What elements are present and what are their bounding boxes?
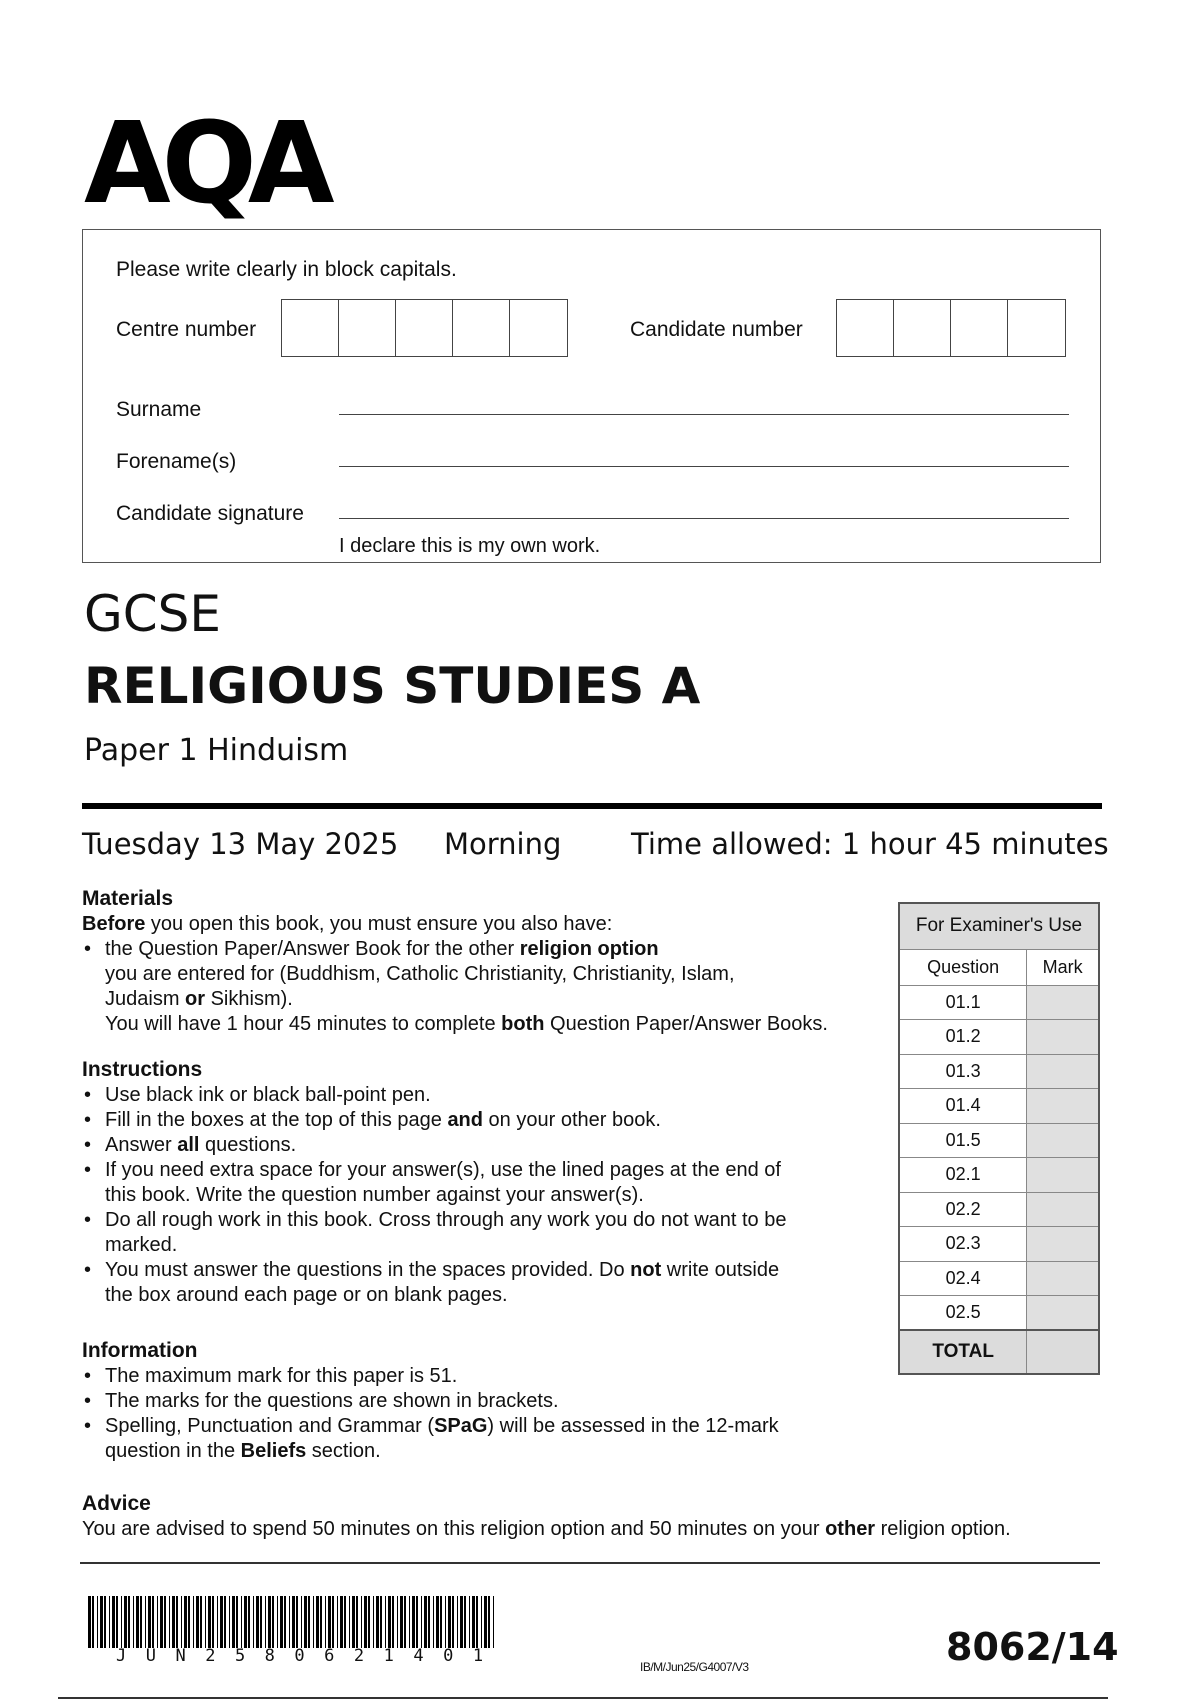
surname-line[interactable] bbox=[339, 388, 1069, 415]
information-item: • The maximum mark for this paper is 51. bbox=[82, 1364, 902, 1389]
examiner-table-title: For Examiner's Use bbox=[899, 903, 1099, 949]
signature-line[interactable] bbox=[339, 492, 1069, 519]
question-number-cell: 02.2 bbox=[899, 1192, 1027, 1227]
aqa-logo: AQA bbox=[84, 99, 326, 229]
question-column-header: Question bbox=[899, 949, 1027, 985]
paper-title: Paper 1 Hinduism bbox=[84, 733, 349, 768]
page-bottom-rule bbox=[58, 1697, 1108, 1699]
candidate-digit-box[interactable] bbox=[894, 300, 951, 356]
instruction-item: • If you need extra space for your answer(s), use the lined pages at the end of this book. Write the question number against your answer(s). bbox=[82, 1158, 902, 1208]
mark-cell bbox=[1027, 1054, 1099, 1089]
time-allowed: Time allowed: 1 hour 45 minutes bbox=[631, 827, 1109, 861]
question-number-cell: 02.5 bbox=[899, 1296, 1027, 1331]
paper-reference: IB/M/Jun25/G4007/V3 bbox=[640, 1660, 749, 1674]
examiner-table-row bbox=[899, 1227, 1099, 1262]
mark-cell bbox=[1027, 1158, 1099, 1193]
information-heading: Information bbox=[82, 1339, 198, 1362]
materials-section bbox=[82, 886, 902, 1037]
candidate-digit-box[interactable] bbox=[1008, 300, 1065, 356]
surname-label: Surname bbox=[116, 398, 202, 421]
materials-item: • the Question Paper/Answer Book for the other religion option bbox=[82, 937, 902, 962]
information-item: • The marks for the questions are shown in brackets. bbox=[82, 1389, 902, 1414]
question-number-cell: 01.4 bbox=[899, 1089, 1027, 1124]
footer-divider bbox=[80, 1562, 1100, 1564]
mark-cell bbox=[1027, 1020, 1099, 1055]
signature-label: Candidate signature bbox=[116, 502, 304, 525]
qualification-title: GCSE bbox=[84, 585, 221, 643]
centre-digit-box[interactable] bbox=[339, 300, 396, 356]
question-number-cell: 01.3 bbox=[899, 1054, 1027, 1089]
examiner-use-table bbox=[898, 902, 1100, 1375]
mark-cell bbox=[1027, 1227, 1099, 1262]
candidate-digit-box[interactable] bbox=[837, 300, 894, 356]
declaration-text: I declare this is my own work. bbox=[339, 535, 601, 557]
examiner-table-row bbox=[899, 985, 1099, 1020]
question-number-cell: 02.3 bbox=[899, 1227, 1027, 1262]
examiner-table-row bbox=[899, 1020, 1099, 1055]
barcode-text: JUN2580621401 bbox=[116, 1646, 503, 1666]
question-number-cell: 02.1 bbox=[899, 1158, 1027, 1193]
advice-heading: Advice bbox=[82, 1492, 151, 1515]
paper-code: 8062/14 bbox=[946, 1625, 1119, 1669]
examiner-table-row bbox=[899, 1261, 1099, 1296]
information-section bbox=[82, 1338, 902, 1464]
centre-number-boxes[interactable] bbox=[281, 299, 568, 357]
mark-cell bbox=[1027, 1296, 1099, 1331]
total-label: TOTAL bbox=[899, 1330, 1027, 1374]
candidate-number-label: Candidate number bbox=[630, 318, 803, 341]
instruction-item: • You must answer the questions in the spaces provided. Do not write outside the box around each page or on blank pages. bbox=[82, 1258, 902, 1308]
question-number-cell: 02.4 bbox=[899, 1261, 1027, 1296]
question-number-cell: 01.5 bbox=[899, 1123, 1027, 1158]
subject-title: RELIGIOUS STUDIES A bbox=[84, 657, 701, 715]
materials-item-continuation: You will have 1 hour 45 minutes to complete both Question Paper/Answer Books. bbox=[105, 1013, 828, 1035]
candidate-details-box bbox=[82, 229, 1101, 563]
block-capitals-instruction: Please write clearly in block capitals. bbox=[116, 258, 457, 281]
centre-digit-box[interactable] bbox=[453, 300, 510, 356]
total-mark-cell bbox=[1027, 1330, 1099, 1374]
forename-label: Forename(s) bbox=[116, 450, 237, 473]
forename-line[interactable] bbox=[339, 440, 1069, 467]
header-divider bbox=[82, 803, 1102, 809]
question-number-cell: 01.2 bbox=[899, 1020, 1027, 1055]
mark-cell bbox=[1027, 985, 1099, 1020]
materials-item-continuation: Judaism or Sikhism). bbox=[105, 988, 293, 1010]
candidate-number-boxes[interactable] bbox=[836, 299, 1066, 357]
examiner-table-row bbox=[899, 1123, 1099, 1158]
mark-column-header: Mark bbox=[1027, 949, 1099, 985]
centre-digit-box[interactable] bbox=[396, 300, 453, 356]
information-item: • Spelling, Punctuation and Grammar (SPaG) will be assessed in the 12-mark question in the Beliefs section. bbox=[82, 1414, 902, 1464]
materials-intro: Before you open this book, you must ensure you also have: bbox=[82, 913, 613, 935]
centre-digit-box[interactable] bbox=[510, 300, 567, 356]
centre-number-label: Centre number bbox=[116, 318, 257, 341]
examiner-table-row bbox=[899, 1158, 1099, 1193]
instructions-heading: Instructions bbox=[82, 1058, 203, 1081]
materials-item-continuation: you are entered for (Buddhism, Catholic Christianity, Christianity, Islam, bbox=[105, 963, 735, 985]
advice-section bbox=[82, 1491, 1112, 1542]
question-number-cell: 01.1 bbox=[899, 985, 1027, 1020]
instructions-section bbox=[82, 1057, 902, 1308]
instruction-item: • Use black ink or black ball-point pen. bbox=[82, 1083, 902, 1108]
materials-heading: Materials bbox=[82, 887, 174, 910]
advice-text: You are advised to spend 50 minutes on this religion option and 50 minutes on your other religion option. bbox=[82, 1518, 1011, 1540]
mark-cell bbox=[1027, 1089, 1099, 1124]
candidate-digit-box[interactable] bbox=[951, 300, 1008, 356]
examiner-table-row bbox=[899, 1296, 1099, 1331]
examiner-table-row bbox=[899, 1054, 1099, 1089]
mark-cell bbox=[1027, 1123, 1099, 1158]
exam-date: Tuesday 13 May 2025 bbox=[82, 827, 399, 861]
mark-cell bbox=[1027, 1261, 1099, 1296]
instruction-item: • Answer all questions. bbox=[82, 1133, 902, 1158]
mark-cell bbox=[1027, 1192, 1099, 1227]
centre-digit-box[interactable] bbox=[282, 300, 339, 356]
examiner-table-row bbox=[899, 1192, 1099, 1227]
instruction-item: • Do all rough work in this book. Cross through any work you do not want to be marked. bbox=[82, 1208, 902, 1258]
barcode-image bbox=[86, 1596, 501, 1648]
exam-session: Morning bbox=[444, 827, 562, 861]
examiner-table-row bbox=[899, 1089, 1099, 1124]
instruction-item: • Fill in the boxes at the top of this page and on your other book. bbox=[82, 1108, 902, 1133]
